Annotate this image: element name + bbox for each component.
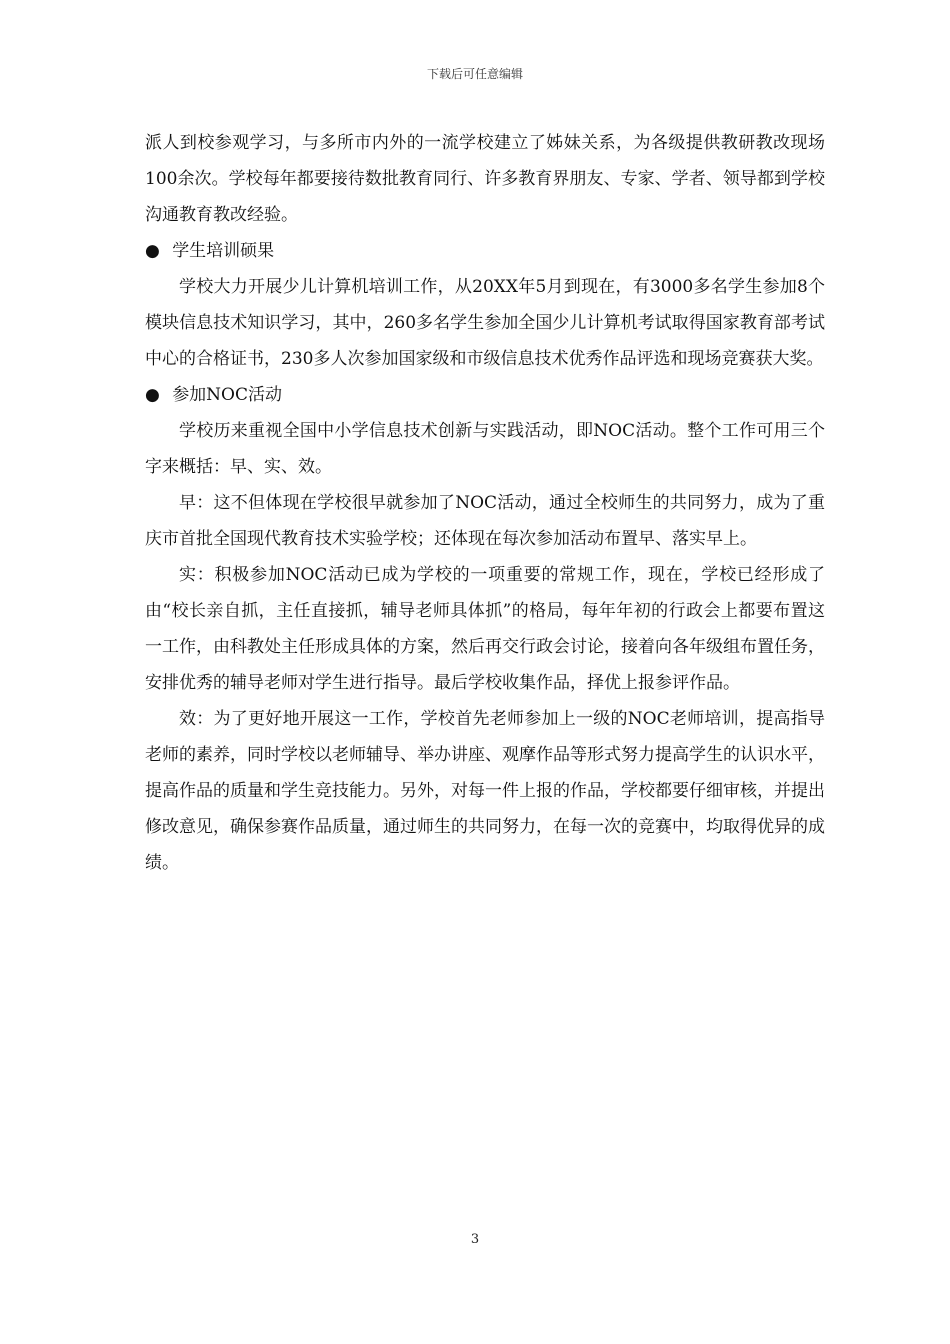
paragraph-noc-intro: 学校历来重视全国中小学信息技术创新与实践活动，即NOC活动。整个工作可用三个字来概括：早、实、效。 (145, 421, 825, 477)
paragraph-practical: 实：积极参加NOC活动已成为学校的一项重要的常规工作，现在，学校已经形成了由“校长亲自抓，主任直接抓，辅导老师具体抓”的格局，每年年初的行政会上都要布置这一工作，由科教处主任形成具体的方案，然后再交行政会讨论，接着向各年级组布置任务，安排优秀的辅导老师对学生进行指导。最后学校收集作品，择优上报参评作品。 (145, 565, 825, 693)
paragraph-exchange: 派人到校参观学习，与多所市内外的一流学校建立了姊妹关系，为各级提供教研教改现场100余次。学校每年都要接待数批教育同行、许多教育界朋友、专家、学者、领导都到学校沟通教育教改经验。 (145, 133, 825, 225)
paragraph-training: 学校大力开展少儿计算机培训工作，从20XX年5月到现在，有3000多名学生参加8个模块信息技术知识学习，其中，260多名学生参加全国少儿计算机考试取得国家教育部考试中心的合格证书，230多人次参加国家级和市级信息技术优秀作品评选和现场竞赛获大奖。 (145, 277, 825, 369)
bullet-heading-noc-label: 参加NOC活动 (172, 385, 283, 405)
bullet-dot-icon: ● (145, 241, 160, 261)
paragraph-early: 早：这不但体现在学校很早就参加了NOC活动，通过全校师生的共同努力，成为了重庆市首批全国现代教育技术实验学校；还体现在每次参加活动布置早、落实早上。 (145, 493, 825, 549)
bullet-dot-icon: ● (145, 385, 160, 405)
bullet-heading-training-label: 学生培训硕果 (172, 241, 275, 261)
bullet-heading-noc (145, 377, 825, 413)
paragraph-effect: 效：为了更好地开展这一工作，学校首先老师参加上一级的NOC老师培训，提高指导老师的素养，同时学校以老师辅导、举办讲座、观摩作品等形式努力提高学生的认识水平，提高作品的质量和学生竞技能力。另外，对每一件上报的作品，学校都要仔细审核，并提出修改意见，确保参赛作品质量，通过师生的共同努力，在每一次的竞赛中，均取得优异的成绩。 (145, 709, 825, 873)
document-body (145, 125, 825, 881)
page-header: 下载后可任意编辑 (426, 67, 523, 81)
bullet-heading-training (145, 233, 825, 269)
page-number: 3 (470, 1232, 480, 1247)
